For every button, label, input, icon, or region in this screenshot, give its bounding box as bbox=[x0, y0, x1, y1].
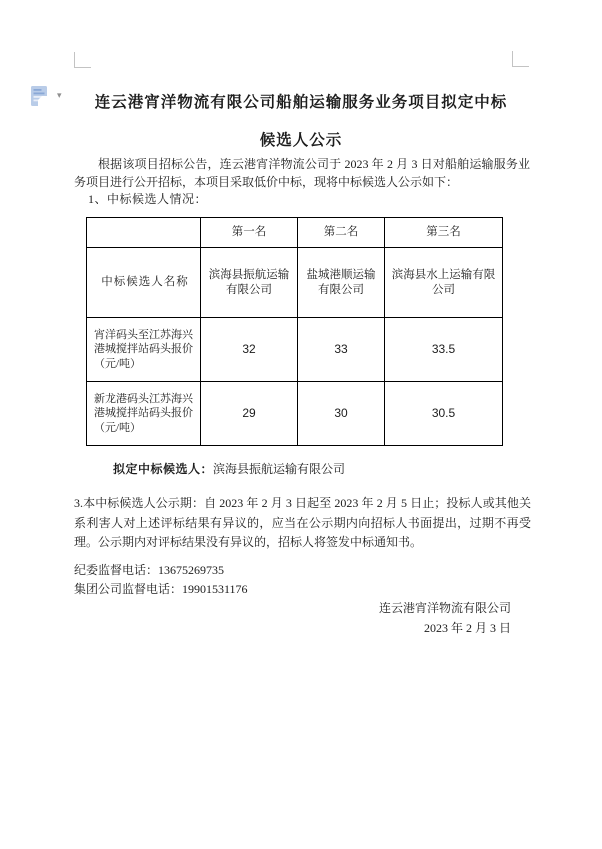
group-phone-line: 集团公司监督电话：19901531176 bbox=[74, 582, 248, 596]
cell-quote1-3: 33.5 bbox=[385, 318, 503, 382]
contact-block bbox=[74, 561, 528, 599]
cell-quote1-2: 33 bbox=[298, 318, 385, 382]
cell-quote2-3: 30.5 bbox=[385, 382, 503, 446]
cell-candidate-1: 滨海县振航运输有限公司 bbox=[201, 248, 298, 318]
intro-paragraph: 根据该项目招标公告，连云港宵洋物流公司于 2023 年 2 月 3 日对船舶运输服务业务项目进行公开招标，本项目采取低价中标，现将中标候选人公示如下： bbox=[74, 157, 530, 189]
publicity-period-paragraph: 3.本中标候选人公示期：自 2023 年 2 月 3 日起至 2023 年 2 月 5 日止；投标人或其他关系利害人对上述评标结果有异议的，应当在公示期内向招标人书面提出，过期不再受理。公示期内对评标结果没有异议的，招标人将签发中标通知书。 bbox=[74, 496, 531, 550]
chevron-down-icon[interactable]: ▾ bbox=[57, 90, 62, 101]
proposed-winner-value: 滨海县振航运输有限公司 bbox=[213, 462, 346, 476]
discipline-phone-line: 纪委监督电话：13675269735 bbox=[74, 563, 225, 577]
header-cell-second: 第二名 bbox=[298, 218, 385, 248]
header-cell-first: 第一名 bbox=[201, 218, 298, 248]
header-cell-empty bbox=[87, 218, 201, 248]
paste-options-button[interactable] bbox=[28, 83, 78, 109]
cell-quote1-1: 32 bbox=[201, 318, 298, 382]
header-cell-third: 第三名 bbox=[385, 218, 503, 248]
signature-date: 2023 年 2 月 3 日 bbox=[423, 620, 511, 635]
proposed-winner-label: 拟定中标候选人： bbox=[113, 462, 214, 476]
cell-quote2-2: 30 bbox=[298, 382, 385, 446]
cell-candidate-2: 盐城港顺运输有限公司 bbox=[298, 248, 385, 318]
paste-icon[interactable] bbox=[28, 84, 50, 108]
row-label-quote-2: 新龙港码头江苏海兴港城搅拌站码头报价（元/吨） bbox=[87, 382, 201, 446]
table-row bbox=[87, 318, 503, 382]
page-title-line1: 连云港宵洋物流有限公司船舶运输服务业务项目拟定中标 bbox=[94, 94, 508, 111]
page-title-line2: 候选人公示 bbox=[259, 132, 343, 149]
table-row bbox=[87, 382, 503, 446]
section-heading: 1、中标候选人情况： bbox=[88, 192, 208, 206]
text-boundary-mark-top-left bbox=[74, 52, 91, 68]
signature-block bbox=[74, 599, 528, 638]
text-boundary-mark-top-right bbox=[512, 51, 529, 67]
cell-candidate-3: 滨海县水上运输有限公司 bbox=[385, 248, 503, 318]
signature-company: 连云港宵洋物流有限公司 bbox=[378, 601, 511, 615]
proposed-winner-line bbox=[74, 461, 528, 478]
table-header-row bbox=[87, 218, 503, 248]
cell-quote2-1: 29 bbox=[201, 382, 298, 446]
row-label-quote-1: 宵洋码头至江苏海兴港城搅拌站码头报价（元/吨） bbox=[87, 318, 201, 382]
page-title bbox=[74, 84, 528, 160]
row-label-candidate-name: 中标候选人名称 bbox=[87, 248, 201, 318]
candidates-table bbox=[86, 217, 503, 446]
table-row bbox=[87, 248, 503, 318]
